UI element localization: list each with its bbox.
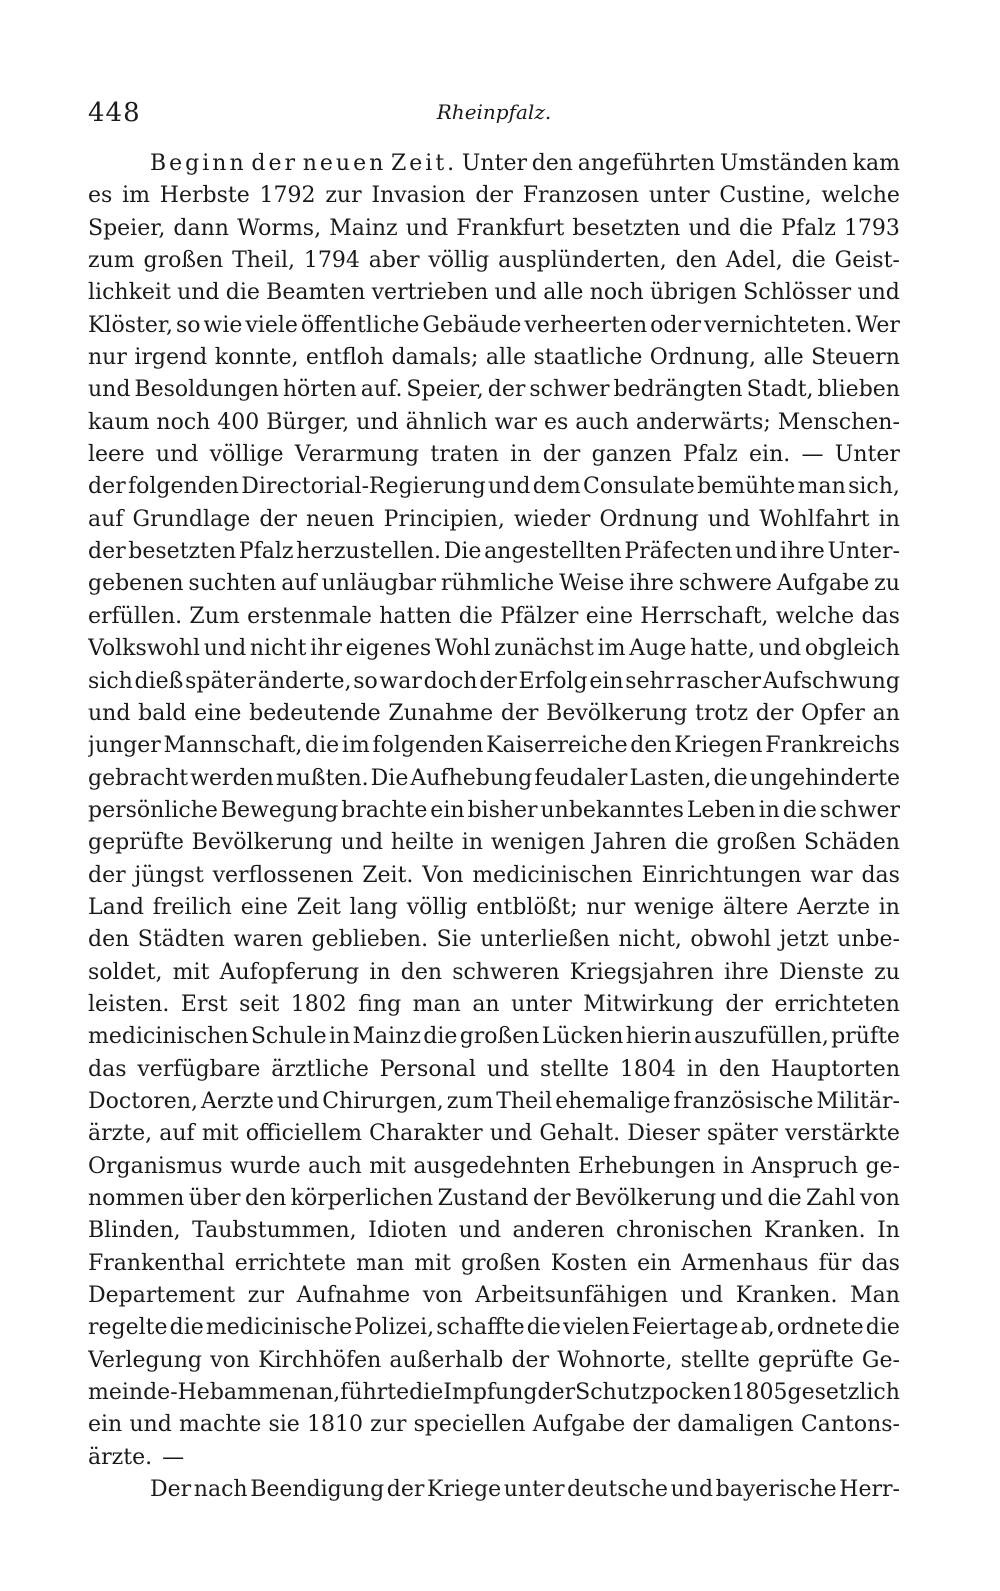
text-line: Organismus wurde auch mit ausgedehnten Erhebungen in Anspruch ge- <box>88 1153 900 1179</box>
running-head: Rheinpfalz. <box>436 100 552 124</box>
text-line: Frankenthal errichtete man mit großen Kosten ein Armenhaus für das <box>88 1250 900 1276</box>
text-line: nur irgend konnte, entfloh damals; alle staatliche Ordnung, alle Steuern <box>88 345 900 371</box>
text-line: auf Grundlage der neuen Principien, wieder Ordnung und Wohlfahrt in <box>88 506 900 532</box>
text-line: ein und machte sie 1810 zur speciellen Aufgabe der damaligen Cantons- <box>88 1412 900 1438</box>
text-line: der jüngst verflossenen Zeit. Von medicinischen Einrichtungen war das <box>88 862 900 888</box>
text-line: Departement zur Aufnahme von Arbeitsunfähigen und Kranken. Man <box>88 1283 900 1309</box>
text-line: der besetzten Pfalz herzustellen. Die angestellten Präfecten und ihre Unter- <box>88 539 900 565</box>
text-line: Beginn der neuen Zeit. Unter den angeführten Umständen kam <box>150 151 900 176</box>
text-line: meinde-Hebammen an, führte die Impfung der Schutzpocken 1805 gesetzlich <box>88 1380 900 1406</box>
text-line: Doctoren, Aerzte und Chirurgen, zum Theil ehemalige französische Militär- <box>88 1088 900 1114</box>
text-line: ärzte, auf mit officiellem Charakter und Gehalt. Dieser später verstärkte <box>88 1121 900 1147</box>
text-line: gebracht werden mußten. Die Aufhebung feudaler Lasten, die ungehinderte <box>88 765 900 791</box>
text-line: es im Herbste 1792 zur Invasion der Franzosen unter Custine, welche <box>88 183 900 209</box>
text-line: ärzte. — <box>88 1444 185 1470</box>
text-line: gebenen suchten auf unläugbar rühmliche Weise ihre schwere Aufgabe zu <box>88 571 900 597</box>
text-line: Speier, dann Worms, Mainz und Frankfurt besetzten und die Pfalz 1793 <box>88 215 900 241</box>
text-line: Land freilich eine Zeit lang völlig entblößt; nur wenige ältere Aerzte in <box>88 894 900 920</box>
text-line: kaum noch 400 Bürger, und ähnlich war es auch anderwärts; Menschen- <box>88 409 900 435</box>
text-line: lichkeit und die Beamten vertrieben und alle noch übrigen Schlösser und <box>88 280 900 306</box>
text-line: erfüllen. Zum erstenmale hatten die Pfälzer eine Herrschaft, welche das <box>88 603 900 629</box>
text-line: und Besoldungen hörten auf. Speier, der schwer bedrängten Stadt, blieben <box>88 377 900 403</box>
text-line: regelte die medicinische Polizei, schaffte die vielen Feiertage ab, ordnete die <box>88 1315 900 1341</box>
text-line: persönliche Bewegung brachte ein bisher unbekanntes Leben in die schwer <box>88 797 900 823</box>
text-line: zum großen Theil, 1794 aber völlig ausplünderten, den Adel, die Geist- <box>88 248 900 274</box>
text-line: leisten. Erst seit 1802 fing man an unter Mitwirkung der errichteten <box>88 991 900 1017</box>
text-line: Volkswohl und nicht ihr eigenes Wohl zunächst im Auge hatte, und obgleich <box>88 636 900 662</box>
text-line: Der nach Beendigung der Kriege unter deutsche und bayerische Herr- <box>150 1477 900 1503</box>
page-number: 448 <box>88 98 141 128</box>
body-text <box>88 148 900 1506</box>
text-line: Klöster, so wie viele öffentliche Gebäude verheerten oder vernichteten. Wer <box>88 312 900 338</box>
text-line: Blinden, Taubstummen, Idioten und anderen chronischen Kranken. In <box>88 1218 900 1244</box>
text-line: leere und völlige Verarmung traten in der ganzen Pfalz ein. — Unter <box>88 442 900 468</box>
text-line: geprüfte Bevölkerung und heilte in wenigen Jahren die großen Schäden <box>88 830 900 856</box>
text-line: nommen über den körperlichen Zustand der Bevölkerung und die Zahl von <box>88 1186 900 1211</box>
text-line: Verlegung von Kirchhöfen außerhalb der Wohnorte, stellte geprüfte Ge- <box>88 1347 900 1373</box>
page-header <box>88 98 900 130</box>
text-line: das verfügbare ärztliche Personal und stellte 1804 in den Hauptorten <box>88 1056 900 1082</box>
text-line: junger Mannschaft, die im folgenden Kaiserreiche den Kriegen Frankreichs <box>88 733 900 759</box>
text-line: sich dieß später änderte, so war doch der Erfolg ein sehr rascher Aufschwung <box>88 668 900 694</box>
text-line: soldet, mit Aufopferung in den schweren Kriegsjahren ihre Dienste zu <box>88 959 900 985</box>
text-line: und bald eine bedeutende Zunahme der Bevölkerung trotz der Opfer an <box>88 700 900 726</box>
text-line: den Städten waren geblieben. Sie unterließen nicht, obwohl jetzt unbe- <box>88 927 900 953</box>
text-line: der folgenden Directorial-Regierung und dem Consulate bemühte man sich, <box>88 474 900 500</box>
text-line: medicinischen Schule in Mainz die großen Lücken hierin auszufüllen, prüfte <box>88 1024 900 1050</box>
